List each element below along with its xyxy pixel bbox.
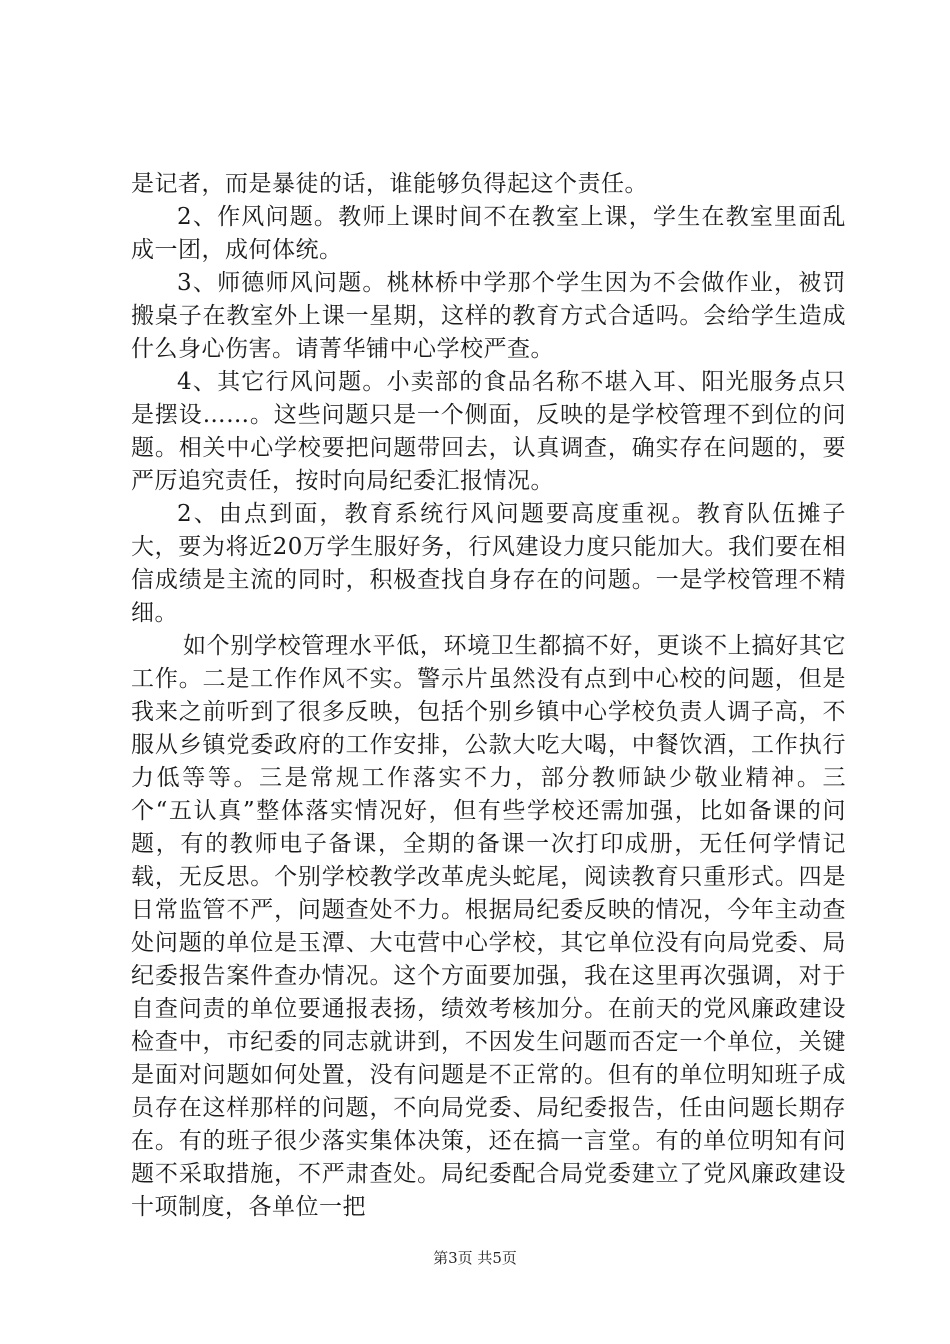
page-number-footer: 第3页 共5页 — [433, 1249, 517, 1267]
paragraph-management-details: 如个别学校管理水平低，环境卫生都搞不好，更谈不上搞好其它工作。二是工作作风不实。警示片虽然没有点到中心校的问题，但是我来之前听到了很多反映，包括个别乡镇中心学校负责人调子高，不服从乡镇党委政府的工作安排，公款大吃大喝，中餐饮酒，工作执行力低等等。三是常规工作落实不力，部分教师缺少敬业精神。三个“五认真”整体落实情况好，但有些学校还需加强，比如备课的问题，有的教师电子备课，全期的备课一次打印成册，无任何学情记载，无反思。个别学校教学改革虎头蛇尾，阅读教育只重形式。四是日常监管不严，问题查处不力。根据局纪委反映的情况，今年主动查处问题的单位是玉潭、大屯营中心学校，其它单位没有向局党委、局纪委报告案件查办情况。这个方面要加强，我在这里再次强调，对于自查问责的单位要通报表扬，绩效考核加分。在前天的党风廉政建设检查中，市纪委的同志就讲到，不因发生问题而否定一个单位，关键是面对问题如何处置，没有问题是不正常的。但有的单位明知班子成员存在这样那样的问题，不向局党委、局纪委报告，任由问题长期存在。有的班子很少落实集体决策，还在搞一言堂。有的单位明知有问题不采取措施，不严肃查处。局纪委配合局党委建立了党风廉政建设十项制度，各单位一把 — [131, 633, 846, 1220]
paragraph-point-to-surface: 2、由点到面，教育系统行风问题要高度重视。教育队伍摊子大，要为将近20万学生服好务，行风建设力度只能加大。我们要在相信成绩是主流的同时，积极查找自身存在的问题。一是学校管理不精细。 — [131, 501, 846, 626]
paragraph-other-issues: 4、其它行风问题。小卖部的食品名称不堪入耳、阳光服务点只是摆设……。这些问题只是一个侧面，反映的是学校管理不到位的问题。相关中心学校要把问题带回去，认真调查，确实存在问题的，要严厉追究责任，按时向局纪委汇报情况。 — [131, 369, 846, 494]
paragraph-style-issue: 2、作风问题。教师上课时间不在教室上课，学生在教室里面乱成一团，成何体统。 — [131, 204, 846, 263]
document-body — [131, 168, 846, 1224]
paragraph-ethics-issue: 3、师德师风问题。桃林桥中学那个学生因为不会做作业，被罚搬桌子在教室外上课一星期，这样的教育方式合适吗。会给学生造成什么身心伤害。请菁华铺中心学校严查。 — [131, 270, 846, 362]
paragraph-continuation: 是记者，而是暴徒的话，谁能够负得起这个责任。 — [131, 171, 648, 197]
